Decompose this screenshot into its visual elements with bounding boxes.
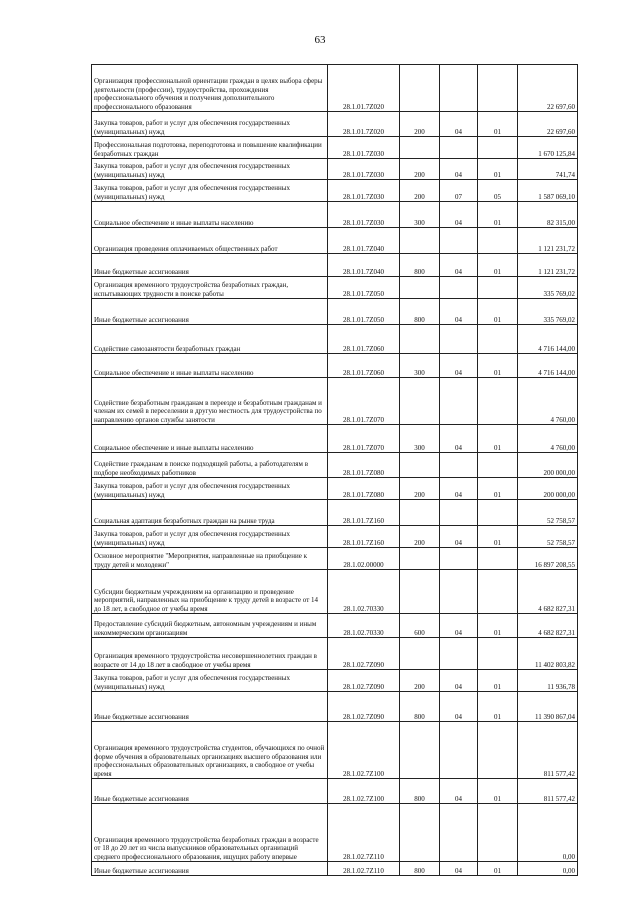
row-section: [440, 722, 478, 779]
row-amount: 0,00: [518, 804, 578, 862]
row-subsection: [478, 65, 518, 112]
row-amount: 4 760,00: [518, 378, 578, 425]
row-amount: 4 682 827,31: [518, 570, 578, 614]
budget-table: [91, 64, 578, 876]
row-name: Организация временного трудоустройства безработных граждан в возрасте от 18 до 20 лет из числа выпускников образовательных организаций среднего профессионального образования, ищущих работу впервые: [92, 804, 328, 862]
row-amount: 82 315,00: [518, 202, 578, 228]
table-row: [92, 614, 578, 638]
table-row: [92, 325, 578, 354]
row-section: 04: [440, 354, 478, 378]
row-code: 28.1.01.7Z050: [328, 299, 400, 325]
row-expense-type: [400, 548, 440, 570]
table-row: [92, 254, 578, 277]
table-row: [92, 500, 578, 526]
row-amount: 4 682 827,31: [518, 614, 578, 638]
row-section: [440, 548, 478, 570]
row-section: 07: [440, 180, 478, 202]
row-expense-type: 200: [400, 526, 440, 548]
row-subsection: 01: [478, 670, 518, 692]
row-expense-type: 200: [400, 112, 440, 137]
row-expense-type: 800: [400, 692, 440, 722]
row-name: Субсидии бюджетным учреждениям на организацию и проведение мероприятий, направленных на приобщение к труду детей в возрасте от 14 до 18 лет, в свободное от учебы время: [92, 570, 328, 614]
row-subsection: 01: [478, 779, 518, 804]
table-row: [92, 378, 578, 425]
row-section: 04: [440, 159, 478, 180]
row-name: Иные бюджетные ассигнования: [92, 779, 328, 804]
table-row: [92, 354, 578, 378]
row-subsection: 01: [478, 354, 518, 378]
row-subsection: 01: [478, 202, 518, 228]
row-section: 04: [440, 692, 478, 722]
row-amount: 22 697,60: [518, 112, 578, 137]
row-code: 28.1.01.7Z060: [328, 354, 400, 378]
row-amount: 4 716 144,00: [518, 325, 578, 354]
row-name: Социальное обеспечение и иные выплаты населению: [92, 425, 328, 453]
table-row: [92, 299, 578, 325]
row-name: Социальное обеспечение и иные выплаты населению: [92, 354, 328, 378]
row-subsection: 01: [478, 526, 518, 548]
page-number: 63: [314, 34, 326, 46]
row-subsection: [478, 722, 518, 779]
row-code: 28.1.01.7Z040: [328, 254, 400, 277]
table-row: [92, 228, 578, 254]
row-subsection: 01: [478, 299, 518, 325]
table-row: [92, 453, 578, 478]
row-amount: 4 760,00: [518, 425, 578, 453]
row-expense-type: 200: [400, 478, 440, 500]
row-name: Содействие самозанятости безработных граждан: [92, 325, 328, 354]
row-expense-type: 600: [400, 614, 440, 638]
row-amount: 741,74: [518, 159, 578, 180]
row-subsection: [478, 548, 518, 570]
row-section: 04: [440, 202, 478, 228]
row-amount: 11 390 867,04: [518, 692, 578, 722]
row-amount: 200 000,00: [518, 478, 578, 500]
row-expense-type: 800: [400, 254, 440, 277]
row-expense-type: [400, 65, 440, 112]
row-subsection: [478, 137, 518, 159]
row-name: Организация временного трудоустройства безработных граждан, испытывающих трудности в поиске работы: [92, 277, 328, 299]
row-amount: 1 121 231,72: [518, 228, 578, 254]
row-section: 04: [440, 614, 478, 638]
row-amount: 11 402 803,82: [518, 638, 578, 670]
row-code: 28.1.02.7Z090: [328, 692, 400, 722]
row-name: Закупка товаров, работ и услуг для обеспечения государственных (муниципальных) нужд: [92, 526, 328, 548]
row-section: [440, 325, 478, 354]
row-code: 28.1.02.7Z090: [328, 638, 400, 670]
table-row: [92, 137, 578, 159]
row-subsection: 01: [478, 862, 518, 876]
row-amount: 200 000,00: [518, 453, 578, 478]
row-name: Закупка товаров, работ и услуг для обеспечения государственных (муниципальных) нужд: [92, 159, 328, 180]
row-section: 04: [440, 779, 478, 804]
row-amount: 16 897 208,55: [518, 548, 578, 570]
row-name: Содействие гражданам в поиске подходящей работы, а работодателям в подборе необходимых работников: [92, 453, 328, 478]
table-row: [92, 112, 578, 137]
row-name: Иные бюджетные ассигнования: [92, 692, 328, 722]
row-amount: 11 936,78: [518, 670, 578, 692]
row-subsection: [478, 228, 518, 254]
row-subsection: 01: [478, 614, 518, 638]
row-name: Социальная адаптация безработных граждан на рынке труда: [92, 500, 328, 526]
row-code: 28.1.01.7Z080: [328, 453, 400, 478]
row-name: Организация проведения оплачиваемых общественных работ: [92, 228, 328, 254]
table-row: [92, 277, 578, 299]
row-code: 28.1.02.7Z100: [328, 722, 400, 779]
row-expense-type: [400, 500, 440, 526]
row-name: Организация профессиональной ориентации граждан в целях выбора сферы деятельности (профессии), трудоустройства, прохождения профессионального обучения и получения дополнительного профессионального образования: [92, 65, 328, 112]
row-subsection: [478, 638, 518, 670]
row-section: [440, 228, 478, 254]
table-row: [92, 722, 578, 779]
row-code: 28.1.01.7Z030: [328, 137, 400, 159]
table-row: [92, 425, 578, 453]
row-name: Содействие безработным гражданам в переезде и безработным гражданам и членам их семей в переселении в другую местность для трудоустройства по направлению органов службы занятости: [92, 378, 328, 425]
row-code: 28.1.02.00000: [328, 548, 400, 570]
row-code: 28.1.01.7Z020: [328, 65, 400, 112]
row-code: 28.1.01.7Z040: [328, 228, 400, 254]
row-amount: 52 758,57: [518, 526, 578, 548]
row-name: Иные бюджетные ассигнования: [92, 299, 328, 325]
row-code: 28.1.01.7Z070: [328, 425, 400, 453]
table-row: [92, 65, 578, 112]
row-code: 28.1.01.7Z050: [328, 277, 400, 299]
row-expense-type: [400, 228, 440, 254]
row-expense-type: [400, 722, 440, 779]
table-row: [92, 862, 578, 876]
row-section: 04: [440, 670, 478, 692]
row-code: 28.1.01.7Z080: [328, 478, 400, 500]
row-amount: 4 716 144,00: [518, 354, 578, 378]
row-code: 28.1.01.7Z160: [328, 500, 400, 526]
row-amount: 1 670 125,84: [518, 137, 578, 159]
row-section: [440, 804, 478, 862]
table-row: [92, 804, 578, 862]
row-code: 28.1.02.7Z100: [328, 779, 400, 804]
row-subsection: 01: [478, 478, 518, 500]
table-row: [92, 570, 578, 614]
row-expense-type: 300: [400, 202, 440, 228]
row-name: Предоставление субсидий бюджетным, автономным учреждениям и иным некоммерческим организациям: [92, 614, 328, 638]
row-expense-type: 800: [400, 299, 440, 325]
row-expense-type: 200: [400, 159, 440, 180]
row-amount: 811 577,42: [518, 779, 578, 804]
row-name: Закупка товаров, работ и услуг для обеспечения государственных (муниципальных) нужд: [92, 670, 328, 692]
row-name: Закупка товаров, работ и услуг для обеспечения государственных (муниципальных) нужд: [92, 478, 328, 500]
table-row: [92, 202, 578, 228]
row-section: [440, 638, 478, 670]
row-expense-type: 300: [400, 425, 440, 453]
row-name: Закупка товаров, работ и услуг для обеспечения государственных (муниципальных) нужд: [92, 180, 328, 202]
row-section: [440, 277, 478, 299]
row-section: 04: [440, 425, 478, 453]
row-expense-type: [400, 570, 440, 614]
row-code: 28.1.01.7Z020: [328, 112, 400, 137]
row-section: 04: [440, 299, 478, 325]
row-subsection: [478, 570, 518, 614]
budget-table-body: [92, 65, 578, 876]
row-subsection: 01: [478, 112, 518, 137]
row-code: 28.1.02.70330: [328, 570, 400, 614]
row-amount: 52 758,57: [518, 500, 578, 526]
table-row: [92, 159, 578, 180]
row-section: [440, 65, 478, 112]
row-subsection: [478, 325, 518, 354]
row-name: Иные бюджетные ассигнования: [92, 254, 328, 277]
row-section: [440, 570, 478, 614]
table-row: [92, 670, 578, 692]
table-row: [92, 478, 578, 500]
table-row: [92, 180, 578, 202]
row-name: Социальное обеспечение и иные выплаты населению: [92, 202, 328, 228]
row-amount: 1 121 231,72: [518, 254, 578, 277]
row-subsection: [478, 453, 518, 478]
row-amount: 22 697,60: [518, 65, 578, 112]
row-expense-type: [400, 137, 440, 159]
row-subsection: 01: [478, 159, 518, 180]
table-row: [92, 548, 578, 570]
row-name: Иные бюджетные ассигнования: [92, 862, 328, 876]
row-amount: 1 587 069,10: [518, 180, 578, 202]
row-section: 04: [440, 526, 478, 548]
row-subsection: 01: [478, 425, 518, 453]
row-expense-type: 800: [400, 862, 440, 876]
table-row: [92, 526, 578, 548]
row-expense-type: 200: [400, 670, 440, 692]
row-amount: 335 769,02: [518, 277, 578, 299]
row-name: Профессиональная подготовка, переподготовка и повышение квалификации безработных граждан: [92, 137, 328, 159]
row-section: 04: [440, 862, 478, 876]
row-name: Организация временного трудоустройства студентов, обучающихся по очной форме обучения в образовательных организациях высшего образования или профессиональных образовательных организациях, в свободное от учебы время: [92, 722, 328, 779]
row-subsection: 01: [478, 692, 518, 722]
row-expense-type: [400, 638, 440, 670]
row-expense-type: 800: [400, 779, 440, 804]
row-name: Основное мероприятие "Мероприятия, направленные на приобщение к труду детей и молодежи": [92, 548, 328, 570]
row-expense-type: [400, 804, 440, 862]
table-row: [92, 692, 578, 722]
row-section: [440, 378, 478, 425]
row-expense-type: [400, 453, 440, 478]
row-code: 28.1.01.7Z060: [328, 325, 400, 354]
row-section: 04: [440, 478, 478, 500]
row-code: 28.1.01.7Z030: [328, 159, 400, 180]
row-code: 28.1.01.7Z160: [328, 526, 400, 548]
row-subsection: 01: [478, 254, 518, 277]
row-code: 28.1.01.7Z070: [328, 378, 400, 425]
row-code: 28.1.02.7Z110: [328, 862, 400, 876]
row-expense-type: 300: [400, 354, 440, 378]
row-code: 28.1.02.7Z110: [328, 804, 400, 862]
row-expense-type: [400, 325, 440, 354]
row-section: [440, 500, 478, 526]
row-section: 04: [440, 254, 478, 277]
row-subsection: 05: [478, 180, 518, 202]
table-row: [92, 638, 578, 670]
row-amount: 811 577,42: [518, 722, 578, 779]
row-name: Организация временного трудоустройства несовершеннолетних граждан в возрасте от 14 до 18 лет в свободное от учебы время: [92, 638, 328, 670]
row-expense-type: [400, 277, 440, 299]
row-code: 28.1.01.7Z030: [328, 202, 400, 228]
row-code: 28.1.02.70330: [328, 614, 400, 638]
row-subsection: [478, 500, 518, 526]
row-subsection: [478, 378, 518, 425]
row-name: Закупка товаров, работ и услуг для обеспечения государственных (муниципальных) нужд: [92, 112, 328, 137]
row-section: [440, 137, 478, 159]
row-section: [440, 453, 478, 478]
row-expense-type: 200: [400, 180, 440, 202]
row-code: 28.1.01.7Z030: [328, 180, 400, 202]
row-subsection: [478, 277, 518, 299]
row-section: 04: [440, 112, 478, 137]
row-subsection: [478, 804, 518, 862]
table-row: [92, 779, 578, 804]
row-expense-type: [400, 378, 440, 425]
row-code: 28.1.02.7Z090: [328, 670, 400, 692]
row-amount: 0,00: [518, 862, 578, 876]
row-amount: 335 769,02: [518, 299, 578, 325]
